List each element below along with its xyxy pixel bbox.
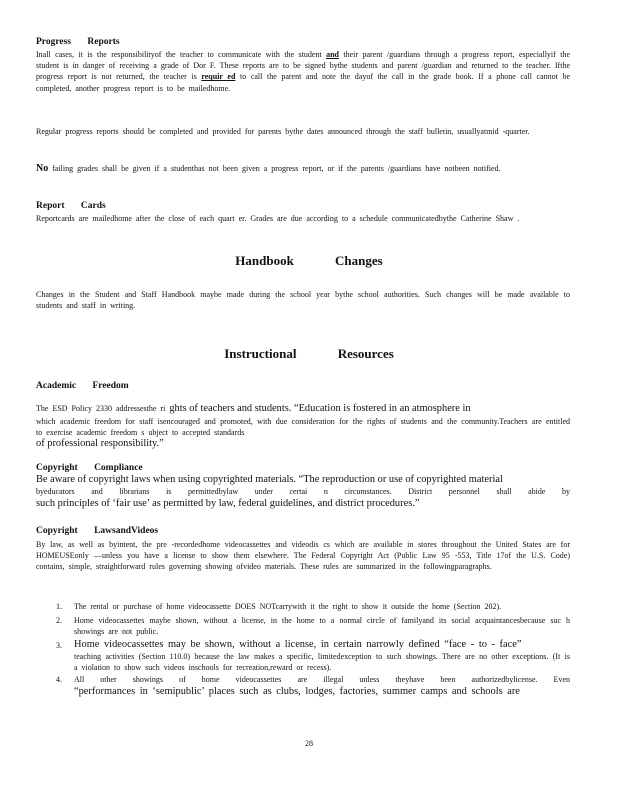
- instructional-resources-title: Instructional Resources: [224, 346, 394, 361]
- cc-text-b: byeducators and librarians is permittedbylaw under certai n circumstances. District personnel shall abide by: [36, 487, 570, 497]
- list-item-text-large: Home videocassettes may be shown, without a license, in certain narrowly defined “face - to - face”: [74, 638, 522, 650]
- copyright-videos-heading: Copyright LawsandVideos: [36, 526, 159, 536]
- list-item-text: teaching activities (Section 110.0) because the law makes a specific, limitedexception to such showings. There are no other exceptions. (It is a violation to show such videos inschools for recreation,reward or recess).: [74, 652, 570, 673]
- progress-reports-heading: Progress Reports: [36, 37, 120, 47]
- list-item-text: Home videocassettes maybe shown, without a license, in the home to a normal circle of familyand its social acquaintancesbecause suc h showings are not public.: [74, 616, 570, 637]
- list-item-number: 3.: [56, 640, 62, 650]
- list-item-text-large: “performances in ‘semipublic’ places such as clubs, lodges, factories, summer camps and schools are: [74, 685, 520, 697]
- p1-text-b: their parent /guardians through a progress report, especiallyif the student is in danger of receiving a grade of Dor F. These reports are to be signed bythe students and parent /guardian and returned to the teacher. Ifthe progress report is not returned, the teacher is: [36, 50, 571, 82]
- cc-text-a: Be aware of copyright laws when using copyrighted materials. “The reproduction or use of copyrighted material: [36, 474, 503, 485]
- list-item-number: 4.: [56, 675, 62, 685]
- progress-reports-paragraph-3: [36, 163, 570, 174]
- copyright-compliance-heading: Copyright Compliance: [36, 463, 143, 473]
- progress-reports-paragraph-2: Regular progress reports should be completed and provided for parents bythe dates announced through the staff bulletin, usuallyatmid -quarter.: [36, 127, 530, 136]
- page-number: 28: [305, 739, 313, 748]
- list-item-text: All other showings of home videocassettes are illegal unless theyhave been authorizedbylicense. Even: [74, 675, 570, 685]
- af-text-d: of professional responsibility.”: [36, 438, 164, 450]
- handbook-changes-title: Handbook Changes: [235, 253, 383, 268]
- progress-reports-paragraph-1: [36, 49, 570, 94]
- handbook-changes-text: Changes in the Student and Staff Handbook maybe made during the school year bythe school authorities. Such changes will be made available to students and staff in writing.: [36, 290, 570, 311]
- list-item: [56, 639, 570, 674]
- list-item-text: The rental or purchase of home videocassette DOES NOTcarrywith it the right to show it outside the home (Section 202).: [74, 602, 502, 611]
- copyright-videos-text: By law, as well as byintent, the pre -recordedhome videocassettes and videodis cs which are available in stores throughout the United States are for HOMEUSEonly —unless you have a license to show them elsewhere. The Federal Copyright Act (Public Law 95 -553, Title 17of the U.S. Code) contains, simple, straightforward rules governing showing ofvideo materials. These rules are summarized in the followingparagraphs.: [36, 540, 570, 572]
- list-item: [56, 674, 570, 698]
- list-item-number: 2.: [56, 616, 62, 626]
- list-item-number: 1.: [56, 602, 62, 611]
- list-item: [56, 601, 570, 612]
- p3-text: failing grades shall be given if a studenthas not been given a progress report, or if the parents /guardians have notbeen notified.: [52, 164, 501, 173]
- report-cards-text: Reportcards are mailedhome after the close of each quart er. Grades are due according to a schedule communicatedbythe Catherine Shaw .: [36, 214, 520, 223]
- p3-emphasis-no: No: [36, 163, 49, 174]
- video-rules-list: [56, 601, 570, 698]
- academic-freedom-heading: Academic Freedom: [36, 381, 129, 391]
- p1-text-a: Inall cases, it is the responsibilityof the teacher to communicate with the student: [36, 50, 322, 59]
- af-text-a: The ESD Policy 2330 addressesthe ri: [36, 404, 166, 413]
- report-cards-heading: Report Cards: [36, 201, 106, 211]
- copyright-compliance-text: [36, 474, 570, 510]
- list-item: [56, 615, 570, 637]
- af-text-c: which academic freedom for staff isencouraged and promoted, with due consideration for the rights of students and the community.Teachers are entitled to exercise academic freedom s ubject to accepted standards: [36, 417, 570, 438]
- cc-text-c: such principles of ‘fair use’ as permitted by law, federal guidelines, and district procedures.”: [36, 497, 420, 509]
- p1-emphasis-and: and: [326, 50, 339, 59]
- p1-emphasis-required: requir ed: [201, 72, 236, 82]
- af-text-b: ghts of teachers and students. “Education is fostered in an atmosphere in: [169, 403, 471, 414]
- academic-freedom-text: [36, 398, 570, 451]
- p1-text-c: to call the parent and note the dayof the call in the grade book. If a phone call cannot be completed, another progress report is to be mailedhome.: [36, 72, 571, 93]
